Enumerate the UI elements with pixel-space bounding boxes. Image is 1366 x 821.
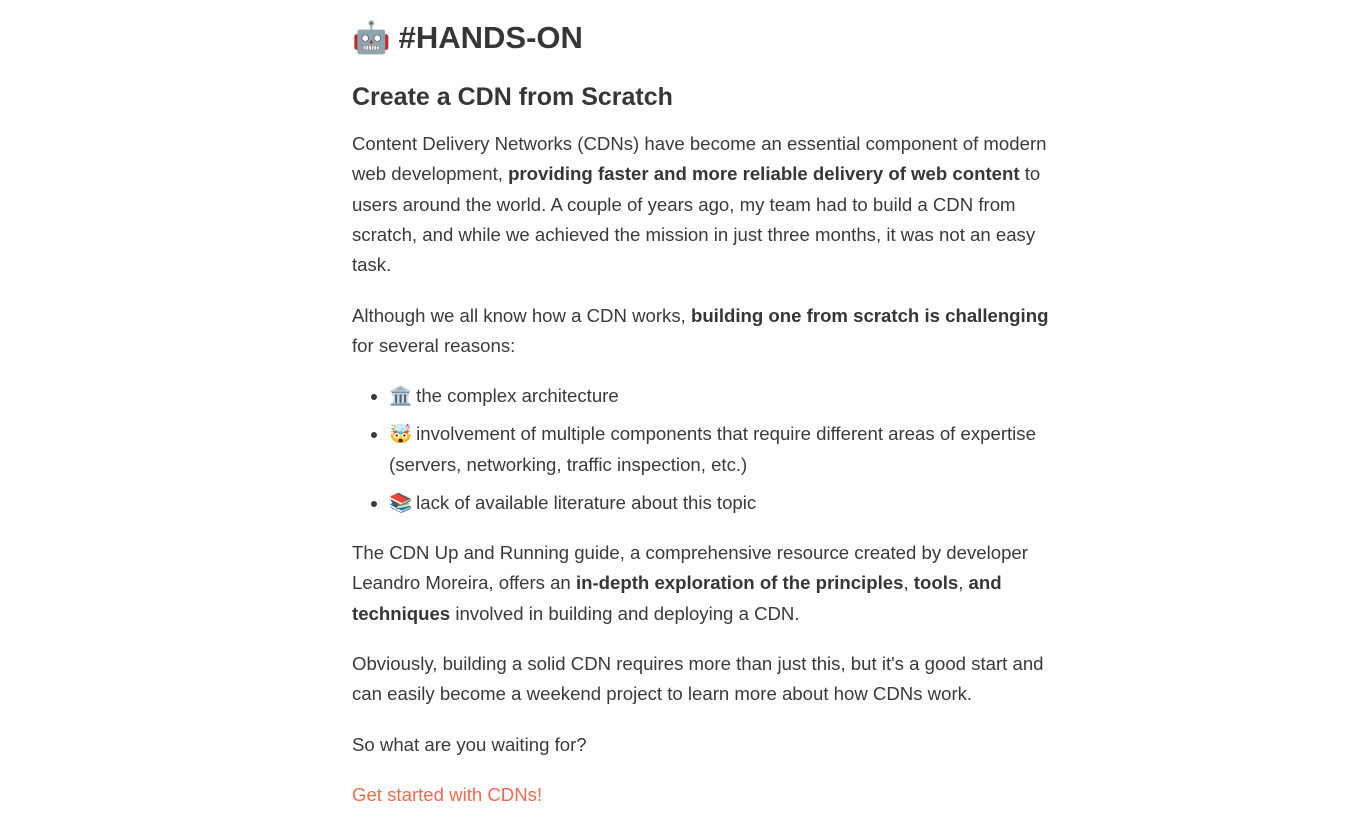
section-title: [352, 18, 583, 58]
books-icon: 📚: [389, 491, 413, 513]
get-started-link[interactable]: Get started with CDNs!: [352, 784, 543, 805]
intro-paragraph: [352, 129, 1064, 280]
weekend-paragraph: Obviously, building a solid CDN requires more than just this, but it's a good start and can easily become a weekend project to learn more about how CDNs work.: [352, 653, 1044, 705]
list-item-text: lack of available literature about this topic: [416, 491, 757, 513]
guide-bold-principles: in-depth exploration of the principles: [575, 572, 904, 594]
guide-bold-techniques: and techniques: [352, 572, 1002, 624]
reasons-list: [352, 381, 1101, 526]
list-item: [389, 488, 1101, 518]
challenge-paragraph: [352, 301, 1064, 362]
section-title-text: #HANDS-ON: [398, 20, 583, 55]
robot-icon: 🤖: [352, 20, 391, 55]
guide-text-1: The CDN Up and Running guide, a comprehensive resource created by developer Leandro Moreira, offers an: [352, 542, 1028, 594]
article-subtitle: Create a CDN from Scratch: [352, 83, 673, 111]
challenge-bold-text: building one from scratch is challenging: [690, 305, 1049, 326]
classical-building-icon: 🏛️: [389, 385, 413, 406]
challenge-text-1: Although we all know how a CDN works,: [352, 305, 691, 326]
guide-bold-tools: tools: [913, 572, 959, 594]
guide-paragraph: [352, 538, 1064, 629]
guide-text-3: ,: [958, 572, 969, 594]
intro-text-1: Content Delivery Networks (CDNs) have become an essential component of modern web development,: [352, 133, 1047, 185]
intro-bold-text: providing faster and more reliable delivery of web content: [508, 163, 1020, 185]
list-item: [389, 419, 1101, 480]
intro-text-2: to users around the world. A couple of years ago, my team had to build a CDN from scratch, and while we achieved the mission in just three months, it was not an easy task.: [352, 163, 1041, 276]
list-item-text: the complex architecture: [416, 385, 619, 406]
question-paragraph: So what are you waiting for?: [352, 734, 587, 755]
guide-text-2: ,: [903, 572, 914, 594]
list-item: [389, 381, 1101, 411]
list-item-text: involvement of multiple components that require different areas of expertise (servers, networking, traffic inspection, etc.): [389, 423, 1036, 475]
challenge-text-2: for several reasons:: [352, 335, 516, 357]
exploding-head-icon: 🤯: [389, 423, 413, 445]
guide-text-4: involved in building and deploying a CDN.: [450, 602, 800, 624]
